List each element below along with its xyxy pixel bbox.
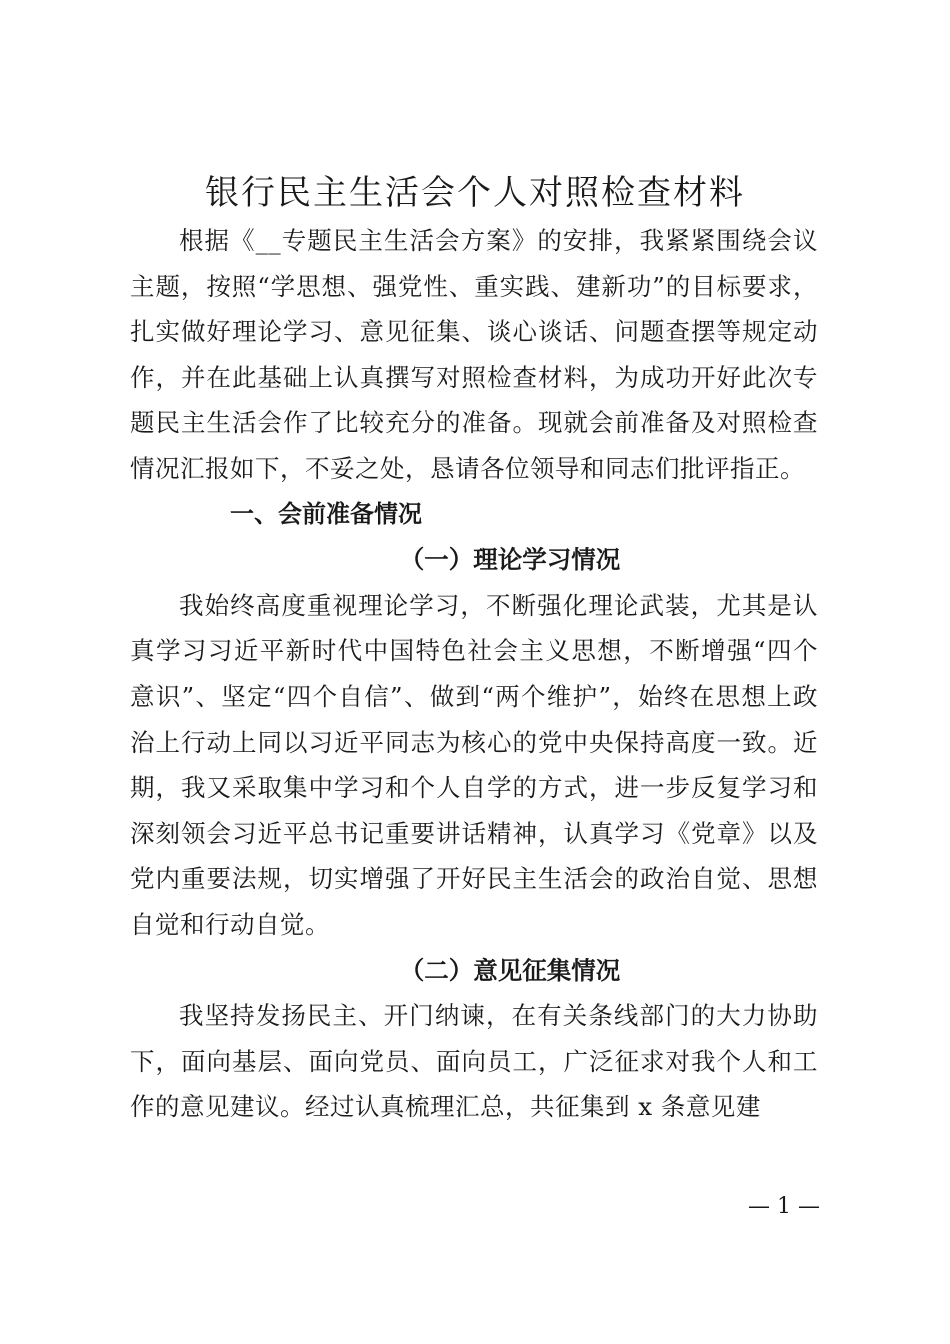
- subsection-heading-theory-study: （一）理论学习情况: [399, 545, 621, 575]
- subsection-heading-opinion-collection: （二）意见征集情况: [399, 955, 621, 985]
- opinion-collection-paragraph: 我坚持发扬民主、开门纳谏，在有关条线部门的大力协助下，面向基层、面向党员、面向员工，广泛征求对我个人和工作的意见建议。经过认真梳理汇总，共征集到 x 条意见建: [130, 1001, 818, 1122]
- theory-study-paragraph: 我始终高度重视理论学习，不断强化理论武装，尤其是认真学习习近平新时代中国特色社会主义思想，不断增强“四个意识”、坚定“四个自信”、做到“两个维护”，始终在思想上政治上行动上同以习近平同志为核心的党中央保持高度一致。近期，我又采取集中学习和个人自学的方式，进一步反复学习和深刻领会习近平总书记重要讲话精神，认真学习《党章》以及党内重要法规，切实增强了开好民主生活会的政治自觉、思想自觉和行动自觉。: [130, 590, 818, 939]
- document-body: [130, 218, 818, 1130]
- document-title: 银行民主生活会个人对照检查材料: [205, 173, 745, 213]
- page-number: — 1 —: [748, 1194, 820, 1219]
- section-heading-preparation: 一、会前准备情况: [230, 499, 422, 528]
- intro-paragraph: 根据《__专题民主生活会方案》的安排，我紧紧围绕会议主题，按照“学思想、强党性、重实践、建新功”的目标要求，扎实做好理论学习、意见征集、谈心谈话、问题查摆等规定动作，并在此基础上认真撰写对照检查材料，为成功开好此次专题民主生活会作了比较充分的准备。现就会前准备及对照检查情况汇报如下，不妥之处，恳请各位领导和同志们批评指正。: [130, 226, 818, 483]
